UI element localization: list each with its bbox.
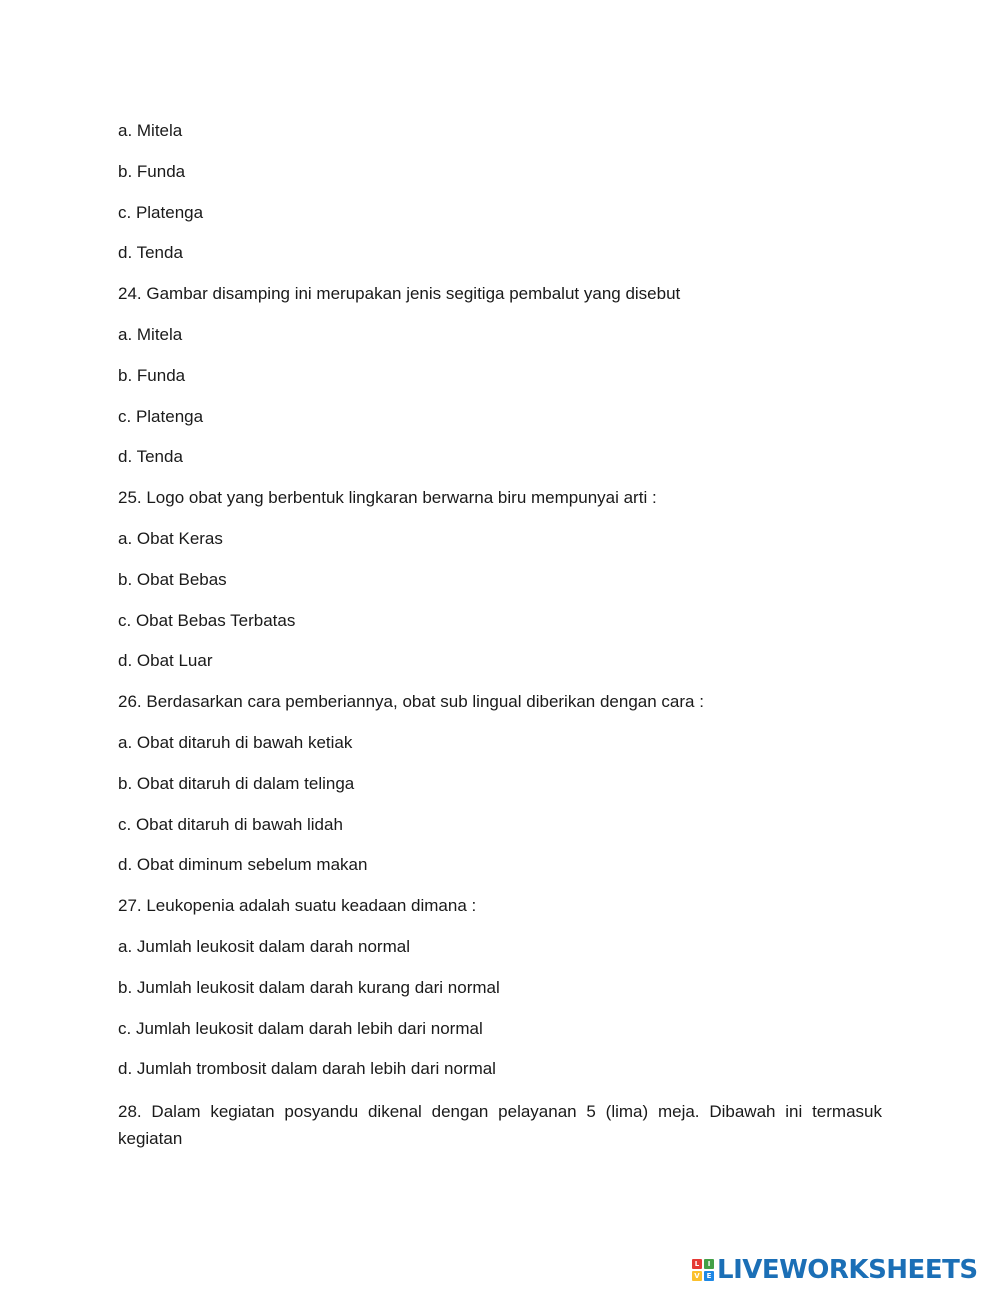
logo-mark-icon (692, 1259, 714, 1281)
option-text: d. Jumlah trombosit dalam darah lebih dari normal (118, 1059, 496, 1079)
option-text: c. Obat Bebas Terbatas (118, 610, 296, 630)
question-26: 26. Berdasarkan cara pemberiannya, obat sub lingual diberikan dengan cara : (118, 692, 704, 712)
option-text: c. Platenga (118, 202, 204, 222)
logo-tile-e: E (704, 1271, 714, 1281)
option-text: d. Obat diminum sebelum makan (118, 855, 368, 875)
logo-tile-v: V (692, 1271, 702, 1281)
option-text: b. Obat Bebas (118, 569, 227, 589)
option-text: c. Platenga (118, 406, 204, 426)
option-text: c. Jumlah leukosit dalam darah lebih dari normal (118, 1018, 483, 1038)
option-text: a. Mitela (118, 121, 183, 140)
worksheet-content (118, 119, 882, 1152)
option-text: a. Jumlah leukosit dalam darah normal (118, 936, 410, 956)
option-text: b. Jumlah leukosit dalam darah kurang dari normal (118, 977, 500, 997)
logo-wordmark: LIVEWORKSHEETS (717, 1255, 978, 1285)
option-text: b. Funda (118, 161, 186, 181)
option-text: a. Obat ditaruh di bawah ketiak (118, 732, 353, 752)
logo-tile-i: I (704, 1259, 714, 1269)
option-text: d. Tenda (118, 243, 183, 263)
option-text: a. Obat Keras (118, 528, 223, 548)
question-24: 24. Gambar disamping ini merupakan jenis segitiga pembalut yang disebut (118, 284, 681, 304)
question-27: 27. Leukopenia adalah suatu keadaan dimana : (118, 896, 477, 916)
option-text: a. Mitela (118, 324, 183, 344)
question-25: 25. Logo obat yang berbentuk lingkaran berwarna biru mempunyai arti : (118, 488, 657, 508)
question-28: 28. Dalam kegiatan posyandu dikenal dengan pelayanan 5 (lima) meja. Dibawah ini termasuk kegiatan (118, 1102, 882, 1149)
option-text: c. Obat ditaruh di bawah lidah (118, 814, 343, 834)
logo-tile-l: L (692, 1259, 702, 1269)
option-text: d. Tenda (118, 447, 183, 467)
option-text: d. Obat Luar (118, 651, 213, 671)
option-text: b. Obat ditaruh di dalam telinga (118, 773, 355, 793)
option-text: b. Funda (118, 365, 186, 385)
liveworksheets-logo (692, 1255, 978, 1285)
